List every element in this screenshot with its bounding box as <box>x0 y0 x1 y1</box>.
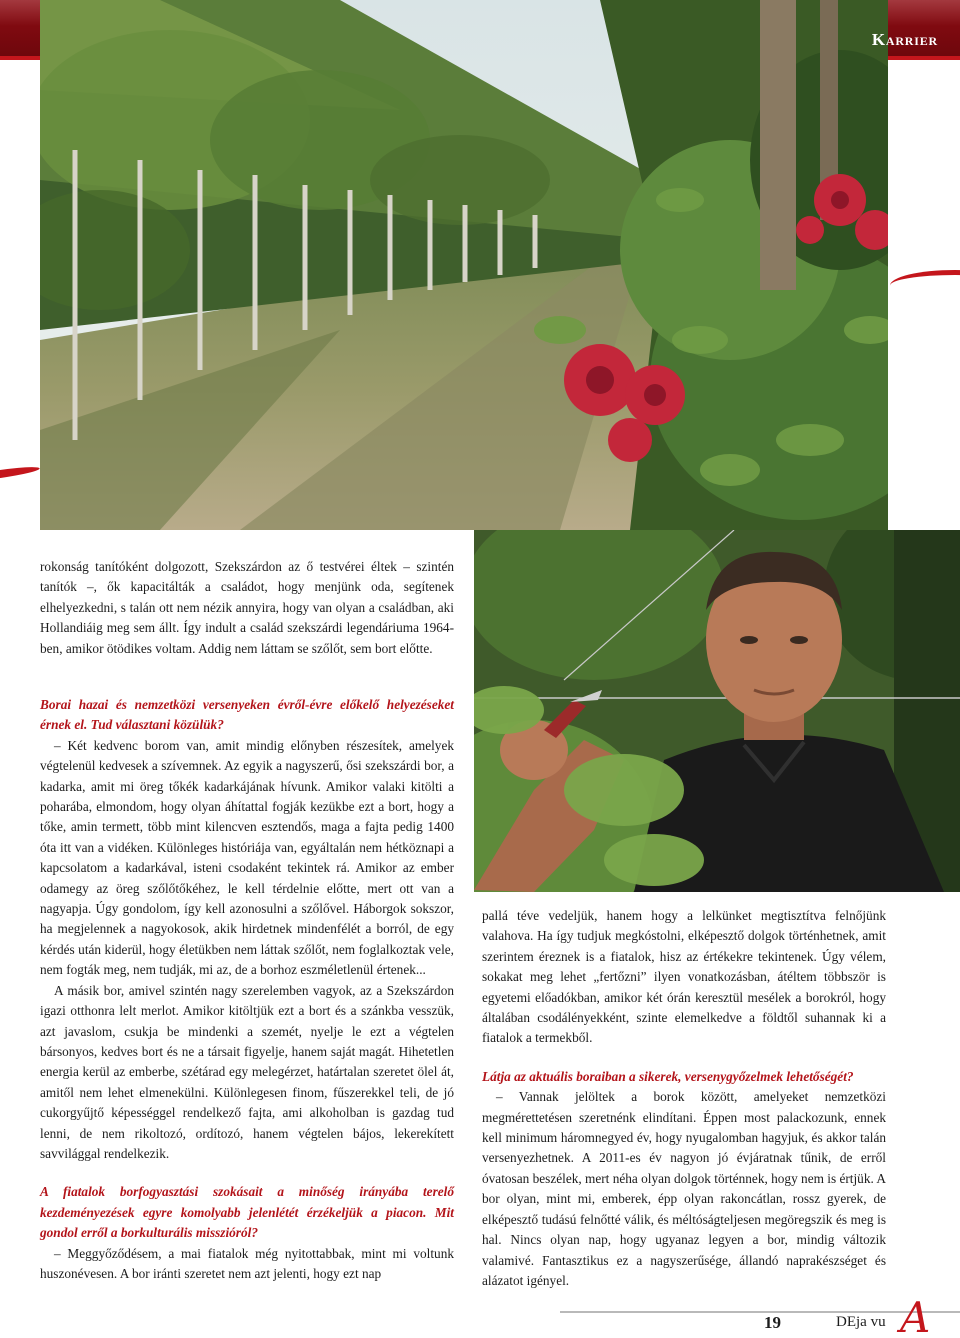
answer-paragraph: – Vannak jelöltek a borok között, amelyeket nemzetközi megmérettetésen szeretnénk elindítani. Éppen most palackozunk, ennek kell minimum háromnegyed év, hogy nyugalomban hagyjuk, és akkor talán versenyezhetnek. A 2011-es év nagyon jó évjáratnak tűnik, de erről óvatosan beszélek, mert néha olyan dolgok történnek, hogy nem is értjük. A bor olyan, mint mi, emberek, épp olyan rakoncátlan, rossz gyerek, de elképesztő tudású felnőtté válik, és méltóságteljesen megöregszik és meg is hal. Nincs olyan nap, hogy ugyanaz legyen a bor, mindig változik valamivé. Fantasztikus ez a nagyszerűsége, állandó naprakészséget és alázatot igényel. <box>482 1089 886 1288</box>
left-column-intro <box>40 557 454 659</box>
section-label: Karrier <box>871 30 938 49</box>
answer-paragraph: A másik bor, amivel szintén nagy szerelemben vagyok, az a Szekszárdon igazi otthonra lelt merlot. Amikor kitöltjük ezt a bort és a szánkba vesszük, azt javaslom, csukja be mindenki a szemét, nyelje le ezt a végtelen bársonyos, kedves bort és ne a társait figyelje, hanem saját magát. Hihetetlen energia kerül az emberbe, szétárad egy melegérzet, határtalan szeretet ölel át, amitől nem lehet elmenekülni. Különlegesen finom, fűszerekkel teli, de jó cukorgyűjtő képességgel rendelkező fajta, ami alkoholban is gazdag tud lenni, de nem rikoltozó, ordítozó, hanem végtelen bájos, lekerekített savvilággal rendelkezik. <box>40 982 454 1161</box>
interview-question: Borai hazai és nemzetközi versenyeken évről-évre előkelő helyezéseket érnek el. Tud választani közülük? <box>40 697 454 733</box>
svg-text:A: A <box>900 1293 931 1338</box>
brand-logo-icon <box>896 1292 936 1338</box>
interview-question: Látja az aktuális boraiban a sikerek, versenygyőzelmek lehetőségét? <box>482 1068 854 1084</box>
interview-question: A fiatalok borfogyasztási szokásait a minőség irányába terelő kezdeményezések egyre komolyabb jelenlétét érzékeljük a piacon. Mit gondol erről a borkulturális misszióról? <box>40 1184 454 1241</box>
answer-paragraph: – Meggyőződésem, a mai fiatalok még nyitottabbak, mint mi voltunk huszonévesen. A bor iránti szeretet nem azt jelenti, hogy ezt nap <box>40 1245 454 1281</box>
decorative-swoosh <box>0 464 40 483</box>
answer-paragraph: – Két kedvenc borom van, amit mindig előnyben részesítek, amelyek végtelenül kedvesek a szívemnek. Az egyik a nagyszerű, ősi szekszárdi bor, a kadarka, amit mi öreg tőkék kadarkájának hívunk. Amikor valaki kitölti a poharába, elmondom, hogy olyan áhítattal fogják kezükbe ezt a bort, hogy a tőke, amin termett, több mint kilencven esztendős, maga a fajta pedig 1400 óta itt van a vidéken. Különleges históriája van, egyáltalán nem hétköznapi a kapcsolatom a kadarkával, isteni csodaként tekintek rá. Amikor az ember odamegy az öreg szőlőtőkéhez, le kell térdelnie előtte, mert ott van a nagyapja. Úgy gondolom, így kell azonosulni a szőlővel. Háborgok sokszor, ha megjelennek a nagyokosok, akik hirdetnek mindenfélét a borról, de egy kérdés után kiderül, hogy életükben nem láttak szőlőt, nem foglalkoztak vele, nem fogták meg, nem tudják, mi az, de a borhoz eszméletlenül értenek... <box>40 737 454 978</box>
right-column <box>482 906 886 1291</box>
answer-continuation: pallá téve vedeljük, hanem hogy a lelkünket megtisztítva felnőjünk valahova. Ha így tudjuk megkóstolni, elképesztő dolgok történhetnek, amit szerintem éreznek is a fiatalok, hisz az értékekre tekintenek. Úgy vélem, sokakat meg lehet „fertőzni” ilyen vonatkozásban, átéltem többször is egyetemi előadókban, amikor két órán keresztül mesélek a borokról, hogy általában csodálényekként, szinte elemelkedve a földtől suhannak ki a fiatalok a termekből. <box>482 908 886 1046</box>
decorative-swoosh <box>890 270 960 301</box>
vineyard-photo <box>40 0 888 530</box>
magazine-brand: DEja vu <box>836 1314 886 1330</box>
left-column <box>40 695 454 1284</box>
winemaker-photo <box>474 530 960 892</box>
page-number: 19 <box>764 1313 781 1332</box>
intro-paragraph: rokonság tanítóként dolgozott, Szekszárdon az ő testvérei éltek – szintén tanítók –, ők kapacitálták a családot, hogy menjünk oda, segítenek elhelyezkedni, s talán ott nem nézik annyira, hogy van olyan a családban, aki Hollandiáig meg sem állt. Így indult a család szekszárdi legendáriuma 1964-ben, amikor ötödikes voltam. Addig nem láttam se szőlőt, sem bort előtte. <box>40 559 454 656</box>
